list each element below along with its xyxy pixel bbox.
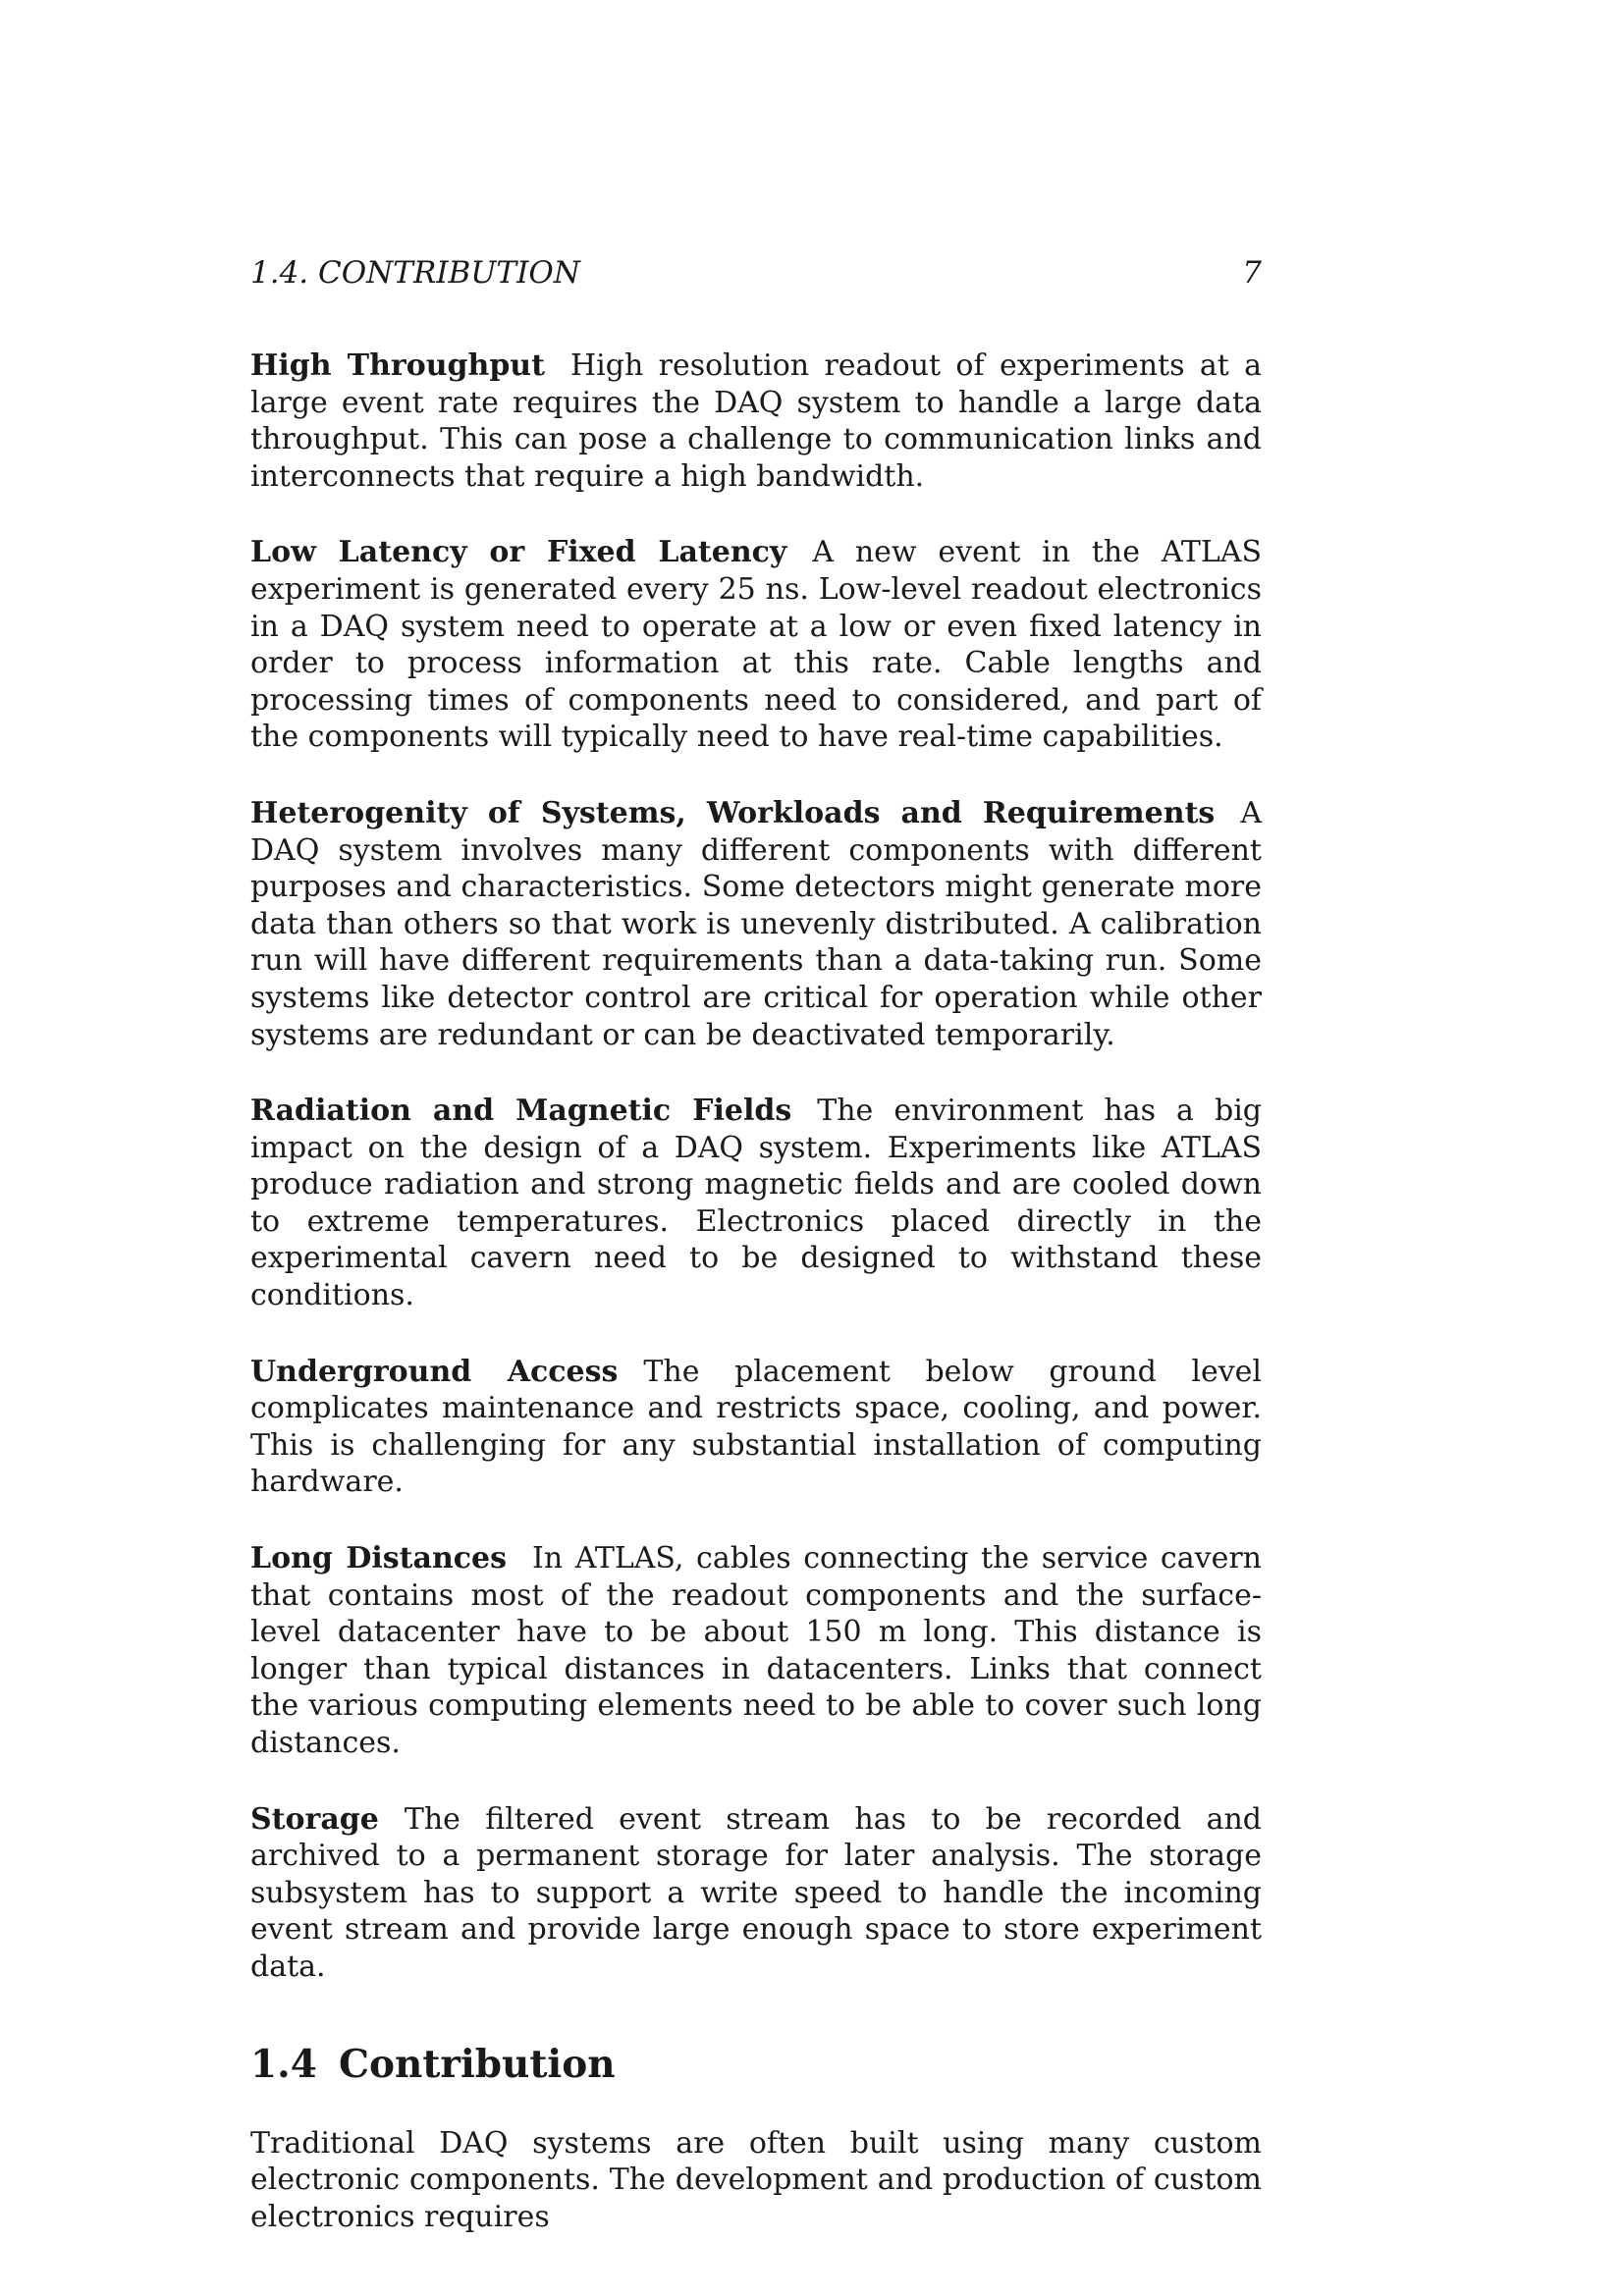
section-heading xyxy=(250,2043,1262,2086)
paragraph-text: High resolution readout of experiments at a large event rate requires the DAQ system to handle a large data throughput. This can pose a challenge to communication links and interconnects that require a high bandwidth. xyxy=(250,348,1263,494)
paragraph-storage xyxy=(250,1801,1262,1986)
section-paragraph xyxy=(250,2125,1262,2236)
paragraph-title: Heterogenity of Systems, Workloads and Requirements xyxy=(250,795,1216,830)
body-text xyxy=(250,347,1262,2235)
paragraph-text: The filtered event stream has to be recorded and archived to a permanent storage for later analysis. The storage subsystem has to support a write speed to handle the incoming event stream and provide large enough space to store experiment data. xyxy=(250,1801,1262,1984)
section-number: 1.4 xyxy=(250,2041,317,2087)
paragraph-text: The environment has a big impact on the design of a DAQ system. Experiments like ATLAS produce radiation and strong magnetic fields and are cooled down to extreme temperatures. Electronics placed directly in the experimental cavern need to be designed to withstand these conditions. xyxy=(250,1094,1263,1313)
paragraph-title: Storage xyxy=(250,1801,379,1837)
running-head-section: 1.4. CONTRIBUTION xyxy=(250,255,580,291)
paragraph-title: Long Distances xyxy=(250,1541,508,1576)
paragraph-text: In ATLAS, cables connecting the service cavern that contains most of the readout components and the surface-level datacenter have to be about 150 m long. This distance is longer than typical distances in datacenters. Links that connect the various computing elements need to be able to cover such long distances. xyxy=(250,1541,1262,1760)
paragraph-title: Low Latency or Fixed Latency xyxy=(250,535,787,570)
running-header xyxy=(250,253,1262,293)
page-number: 7 xyxy=(1242,255,1262,291)
paragraph-text: A new event in the ATLAS experiment is generated every 25 ns. Low-level readout electronics in a DAQ system need to operate at a low or even fixed latency in order to process information at this rate. Cable lengths and processing times of components need to considered, and part of the components will typically need to have real-time capabilities. xyxy=(250,535,1262,755)
paragraph-underground-access xyxy=(250,1354,1262,1501)
section-title: Contribution xyxy=(339,2041,616,2087)
paragraph-low-latency xyxy=(250,534,1262,756)
paragraph-text: Traditional DAQ systems are often built using many custom electronic components. The development and production of custom electronics requires xyxy=(250,2125,1262,2234)
paragraph-text: The placement below ground level complicates maintenance and restricts space, cooling, and power. This is challenging for any substantial installation of computing hardware. xyxy=(250,1354,1262,1500)
paragraph-radiation xyxy=(250,1093,1262,1314)
paragraph-title: Underground Access xyxy=(250,1354,619,1389)
paragraph-title: Radiation and Magnetic Fields xyxy=(250,1094,792,1129)
paragraph-high-throughput xyxy=(250,347,1262,495)
paragraph-heterogenity xyxy=(250,795,1262,1053)
page xyxy=(250,0,1262,2296)
paragraph-long-distances xyxy=(250,1540,1262,1762)
paragraph-text: A DAQ system involves many different components with different purposes and characteristics. Some detectors might generate more data than others so that work is unevenly distributed. A calibration run will have different requirements than a data-taking run. Some systems like detector control are critical for operation while other systems are redundant or can be deactivated temporarily. xyxy=(250,795,1262,1052)
paragraph-title: High Throughput xyxy=(250,348,545,383)
